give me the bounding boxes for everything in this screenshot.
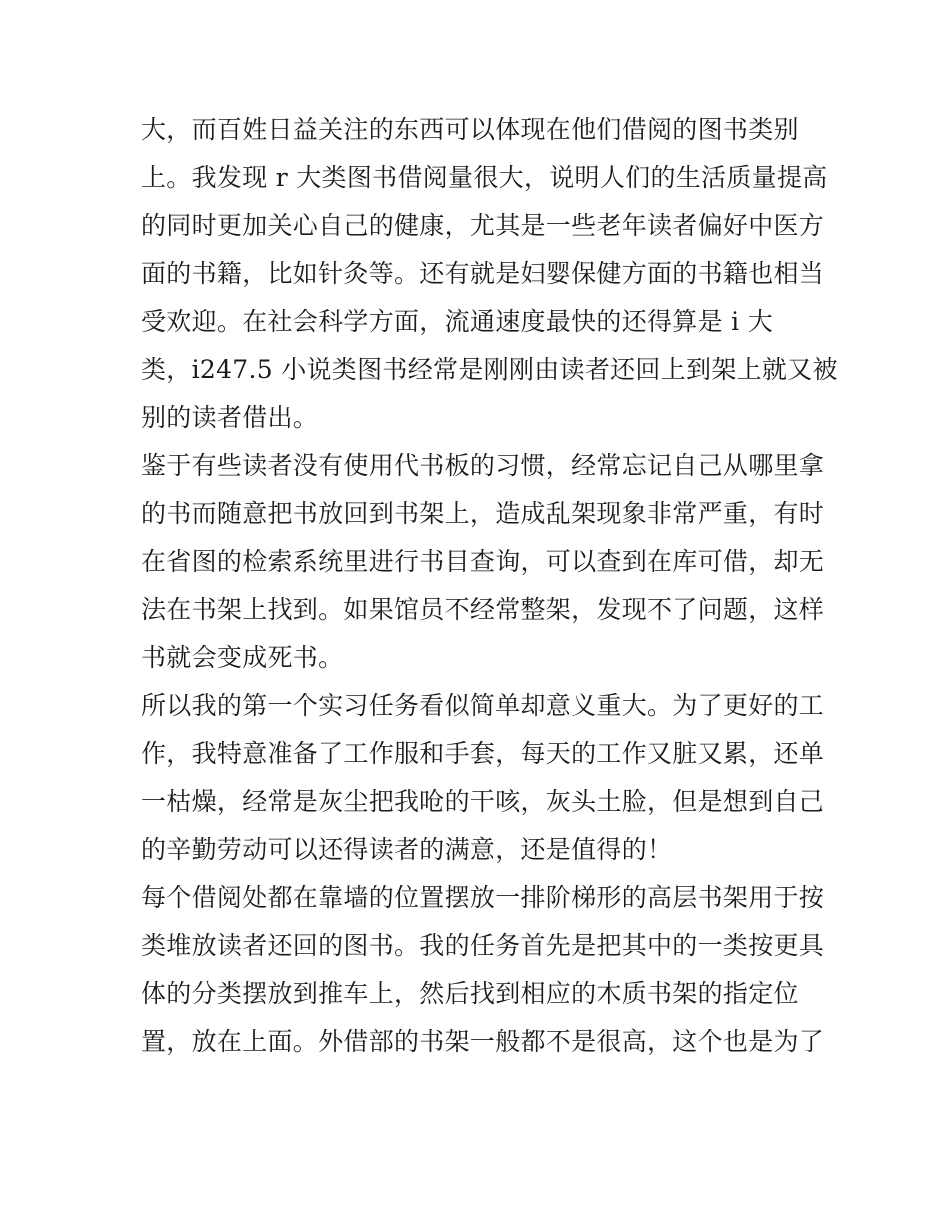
text-line: 每个借阅处都在靠墙的位置摆放一排阶梯形的高层书架用于按 <box>141 883 825 912</box>
text-line: 受欢迎。在社会科学方面，流通速度最快的还得算是 i 大 <box>141 307 773 336</box>
text-line: 鉴于有些读者没有使用代书板的习惯，经常忘记自己从哪里拿 <box>141 451 825 480</box>
text-line: 置，放在上面。外借部的书架一般都不是很高，这个也是为了 <box>141 1027 825 1056</box>
text-line: 法在书架上找到。如果馆员不经常整架，发现不了问题，这样 <box>141 595 825 624</box>
text-line: 作，我特意准备了工作服和手套，每天的工作又脏又累，还单 <box>141 739 825 768</box>
text-line: 面的书籍，比如针灸等。还有就是妇婴保健方面的书籍也相当 <box>141 259 825 288</box>
text-line: 书就会变成死书。 <box>141 643 344 672</box>
text-line: 上。我发现 r 大类图书借阅量很大，说明人们的生活质量提高 <box>141 163 828 192</box>
text-line: 的同时更加关心自己的健康，尤其是一些老年读者偏好中医方 <box>141 211 825 240</box>
text-line: 在省图的检索系统里进行书目查询，可以查到在库可借，却无 <box>141 547 825 576</box>
text-line: 大，而百姓日益关注的东西可以体现在他们借阅的图书类别 <box>141 115 799 144</box>
text-line: 别的读者借出。 <box>141 403 319 432</box>
text-line: 体的分类摆放到推车上，然后找到相应的木质书架的指定位 <box>141 979 799 1008</box>
text-line: 的书而随意把书放回到书架上，造成乱架现象非常严重，有时 <box>141 499 825 528</box>
text-line: 所以我的第一个实习任务看似简单却意义重大。为了更好的工 <box>141 691 825 720</box>
body-text <box>141 106 838 1066</box>
text-line: 一枯燥，经常是灰尘把我呛的干咳，灰头土脸，但是想到自己 <box>141 787 825 816</box>
text-line: 类堆放读者还回的图书。我的任务首先是把其中的一类按更具 <box>141 931 825 960</box>
text-line: 类，i247.5 小说类图书经常是刚刚由读者还回上到架上就又被 <box>141 355 838 384</box>
text-line: 的辛勤劳动可以还得读者的满意，还是值得的！ <box>141 835 673 864</box>
